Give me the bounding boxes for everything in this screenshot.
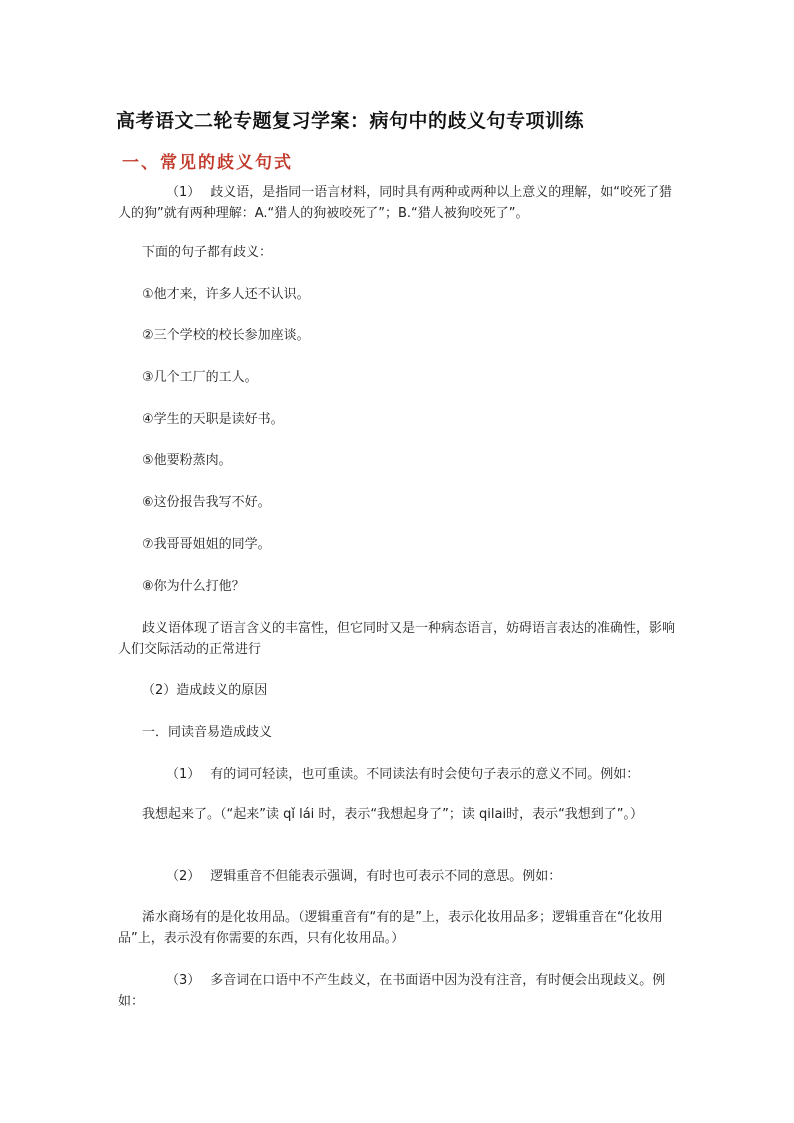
example-5: ⑤他要粉蒸肉。 [142,453,232,468]
example-3: ③几个工厂的工人。 [142,370,258,385]
intro-text: 歧义语，是指同一语言材料，同时具有两种或两种以上意义的理解，如“咬死了猎人的狗”就有两种理解：A.“猎人的狗被咬死了”；B.“猎人被狗咬死了”。 [118,185,673,221]
example-8: ⑧你为什么打他？ [142,579,245,594]
cause1-point1-mark: （1） [166,767,201,782]
richness-paragraph: 歧义语体现了语言含义的丰富性，但它同时又是一种病态语言，妨碍语言表达的准确性，影响人们交际活动的正常进行 [118,621,676,657]
example-7: ⑦我哥哥姐姐的同学。 [142,537,271,552]
cause1-point2 [118,866,678,887]
intro-paragraph [118,182,678,224]
cause1-point1-text: 有的词可轻读，也可重读。不同读法有时会使句子表示的意义不同。例如： [210,767,640,782]
cause1-point2-example: 浠水商场有的是化妆用品。（逻辑重音有“有的是”上，表示化妆用品多；逻辑重音在“化妆用品”上，表示没有你需要的东西，只有化妆用品。） [118,910,663,946]
examples-lead: 下面的句子都有歧义： [142,245,273,260]
cause1-point3-mark: （3） [166,973,201,988]
causes-heading: （2）造成歧义的原因 [142,683,268,698]
cause1-point1 [118,764,678,785]
example-1: ①他才来，许多人还不认识。 [142,287,310,302]
document-title: 高考语文二轮专题复习学案：病句中的歧义句专项训练 [116,110,585,132]
example-6: ⑥这份报告我写不好。 [142,495,271,510]
cause1-point3 [118,970,678,1012]
cause1-point2-text: 逻辑重音不但能表示强调，有时也可表示不同的意思。例如： [210,869,562,884]
section-heading: 一、常见的歧义句式 [122,153,293,173]
intro-mark: （1） [166,185,201,200]
cause1-heading: 一．同读音易造成歧义 [142,725,273,740]
cause1-point1-example: 我想起来了。（“起来”读 qǐ lái 时，表示“我想起身了”；读 qilai时，表示“我想到了”。） [142,807,644,822]
cause1-point2-mark: （2） [166,869,201,884]
example-2: ②三个学校的校长参加座谈。 [142,328,310,343]
example-4: ④学生的天职是读好书。 [142,412,284,427]
cause1-point3-text: 多音词在口语中不产生歧义，在书面语中因为没有注音，有时便会出现歧义。例如： [118,973,666,1009]
